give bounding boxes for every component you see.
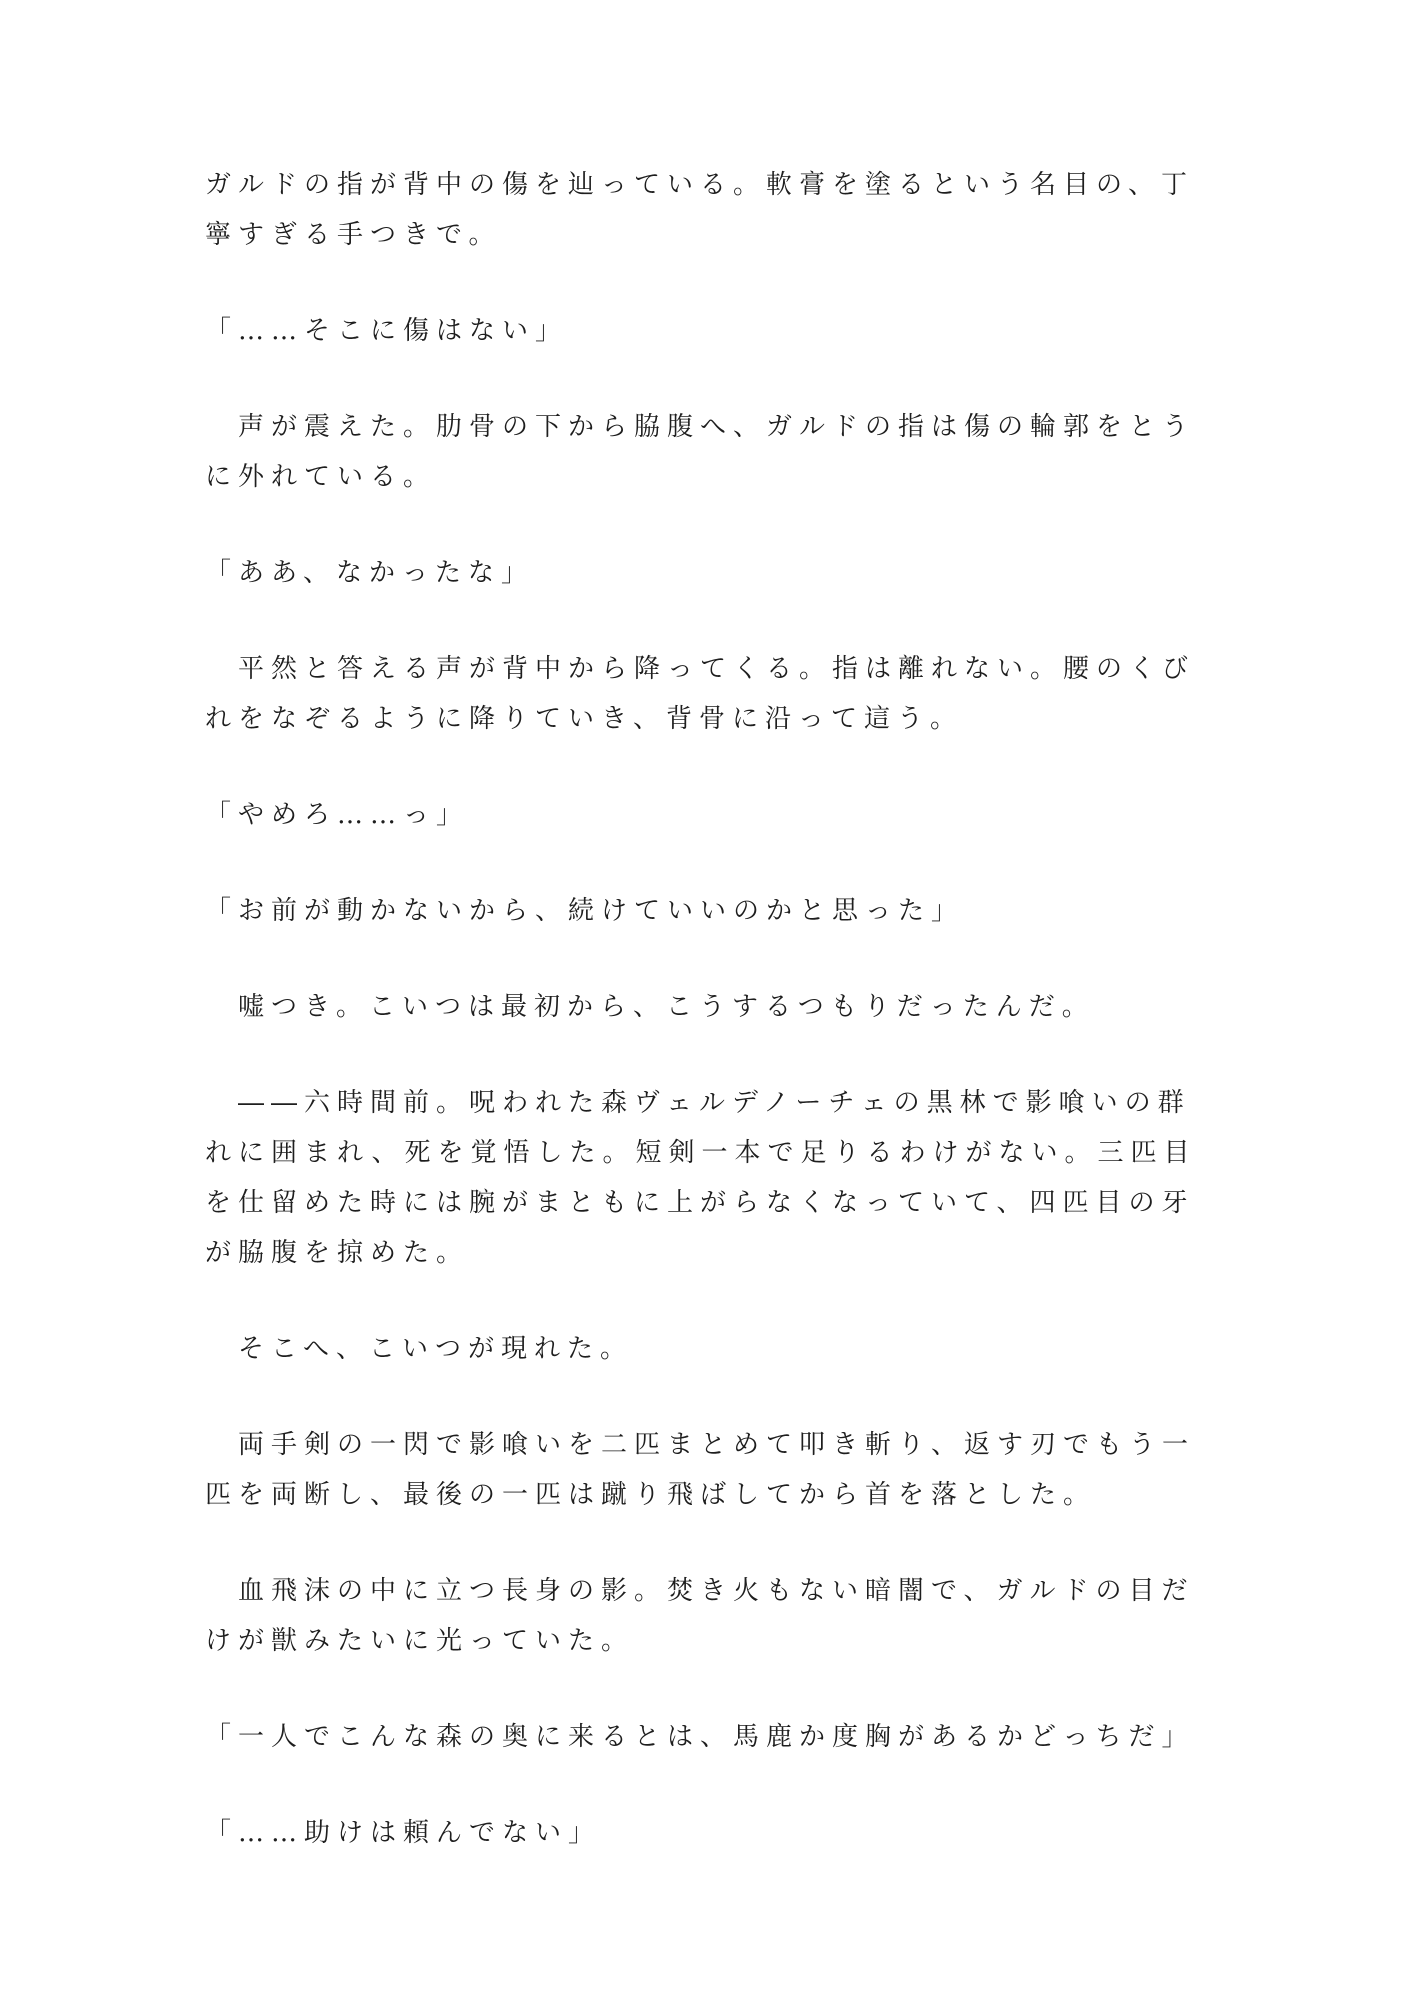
text-line: 血飛沫の中に立つ長身の影。焚き火もない暗闇で、ガルドの目だ <box>205 1576 1195 1606</box>
paragraph <box>205 644 1205 744</box>
dialogue-paragraph <box>205 1808 1205 1858</box>
dialogue-paragraph <box>205 790 1205 840</box>
text-line: 「……そこに傷はない」 <box>205 316 569 346</box>
text-line: れに囲まれ、死を覚悟した。短剣一本で足りるわけがない。三匹目 <box>205 1138 1197 1168</box>
text-line: ――六時間前。呪われた森ヴェルデノーチェの黒林で影喰いの群 <box>205 1088 1191 1118</box>
paragraph <box>205 1324 1205 1374</box>
body-text <box>205 160 1205 1858</box>
text-line: 匹を両断し、最後の一匹は蹴り飛ばしてから首を落とした。 <box>205 1480 1097 1510</box>
dialogue-paragraph <box>205 886 1205 936</box>
text-line: を仕留めた時には腕がまともに上がらなくなっていて、四匹目の牙 <box>205 1188 1195 1218</box>
text-line: 「一人でこんな森の奥に来るとは、馬鹿か度胸があるかどっちだ」 <box>205 1722 1195 1752</box>
paragraph <box>205 982 1205 1032</box>
paragraph <box>205 1420 1205 1520</box>
text-line: が脇腹を掠めた。 <box>205 1238 470 1268</box>
paragraph <box>205 1566 1205 1666</box>
text-line: 平然と答える声が背中から降ってくる。指は離れない。腰のくび <box>205 654 1196 684</box>
text-line: 「……助けは頼んでない」 <box>205 1818 602 1848</box>
text-line: けが獣みたいに光っていた。 <box>205 1626 635 1656</box>
text-line: 寧すぎる手つきで。 <box>205 220 502 250</box>
paragraph <box>205 402 1205 502</box>
text-line: 「やめろ……っ」 <box>205 800 470 830</box>
text-line: 嘘つき。こいつは最初から、こうするつもりだったんだ。 <box>205 992 1095 1022</box>
dialogue-paragraph <box>205 1712 1205 1762</box>
paragraph <box>205 1078 1205 1278</box>
paragraph <box>205 160 1205 260</box>
text-line: 声が震えた。肋骨の下から脇腹へ、ガルドの指は傷の輪郭をとう <box>205 412 1196 442</box>
text-line: れをなぞるように降りていき、背骨に沿って這う。 <box>205 704 963 734</box>
text-line: 「お前が動かないから、続けていいのかと思った」 <box>205 896 965 926</box>
text-line: 両手剣の一閃で影喰いを二匹まとめて叩き斬り、返す刃でもう一 <box>205 1430 1196 1460</box>
text-line: ガルドの指が背中の傷を辿っている。軟膏を塗るという名目の、丁 <box>205 170 1194 200</box>
text-line: に外れている。 <box>205 462 437 492</box>
text-line: そこへ、こいつが現れた。 <box>205 1334 633 1364</box>
dialogue-paragraph <box>205 306 1205 356</box>
text-line: 「ああ、なかったな」 <box>205 558 534 588</box>
dialogue-paragraph <box>205 548 1205 598</box>
